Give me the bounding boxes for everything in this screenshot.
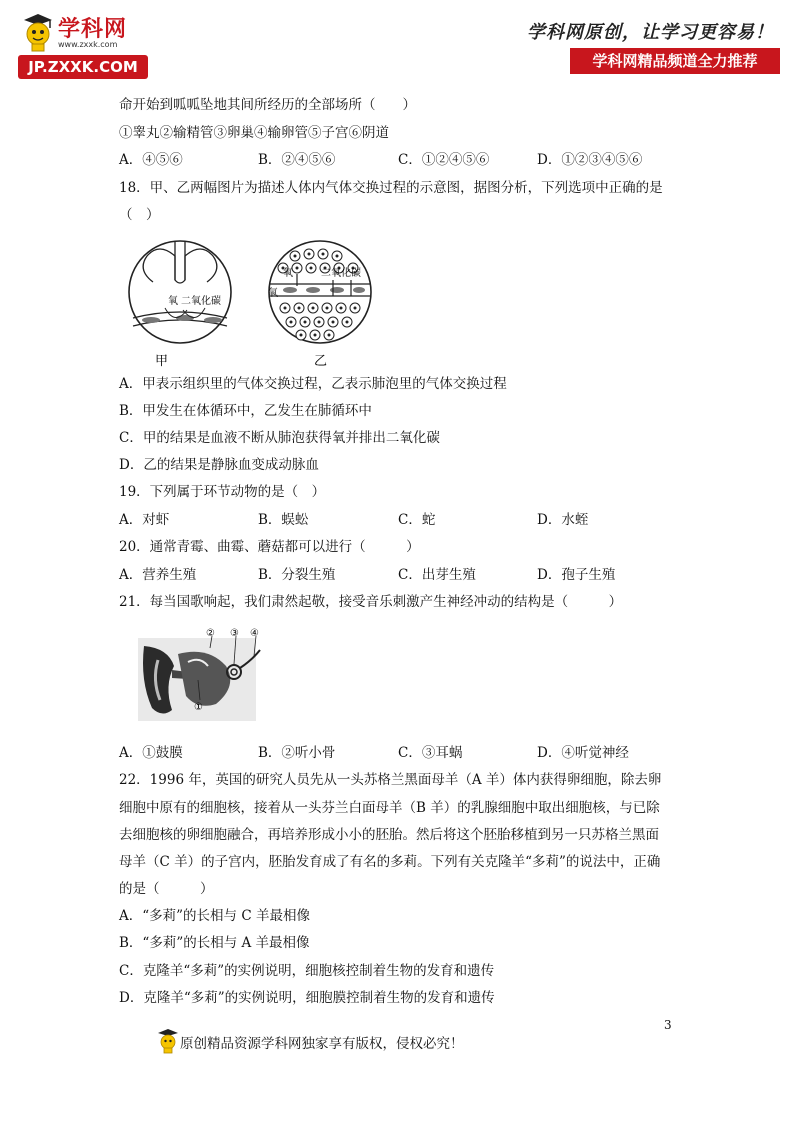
logo-title: 学科网	[58, 17, 128, 42]
mascot-icon	[156, 1028, 180, 1054]
q18-stem: 18．甲、乙两幅图片为描述人体内气体交换过程的示意图，据图分析，下列选项中正确的是	[119, 180, 663, 196]
footer-copyright: 原创精品资源学科网独家享有版权，侵权必究！	[180, 1036, 464, 1052]
q19-option-c: C．蛇	[398, 512, 436, 528]
q21-option-a: A．①鼓膜	[119, 745, 183, 761]
mascot-icon	[20, 12, 56, 52]
ear-label-1: ①	[194, 702, 203, 713]
q22-stem-line-1: 22．1996 年，英国的研究人员先从一头苏格兰黑面母羊（A 羊）体内获得卵细胞，除去卵	[119, 772, 662, 788]
q22-stem-line-4: 母羊（C 羊）的子宫内，胚胎发育成了有名的多莉。下列有关克隆羊“多莉”的说法中，正确	[119, 854, 661, 870]
ear-structure-figure	[138, 626, 268, 721]
site-logo	[18, 10, 158, 78]
q18-option-d: D．乙的结果是静脉血变成动脉血	[119, 457, 319, 473]
q18-option-b: B．甲发生在体循环中，乙发生在肺循环中	[119, 403, 372, 419]
q18-stem-bracket: （ ）	[119, 207, 160, 223]
gas-exchange-figure	[125, 240, 385, 370]
figure-yi	[268, 241, 371, 369]
figure-jia	[129, 241, 231, 369]
logo-url: www.zxxk.com	[58, 40, 118, 49]
q22-option-d: D．克隆羊“多莉”的实例说明，细胞膜控制着生物的发育和遗传	[119, 990, 495, 1006]
q22-option-b: B．“多莉”的长相与 A 羊最相像	[119, 935, 310, 951]
logo-badge: JP.ZXXK.COM	[18, 55, 148, 79]
yi-oxygen-side-label: 氧	[268, 288, 278, 299]
yi-oxygen-top-label: 氧	[283, 268, 293, 279]
yi-co2-label: 二氧化碳	[321, 268, 361, 279]
q18-option-a: A．甲表示组织里的气体交换过程，乙表示肺泡里的气体交换过程	[119, 376, 507, 392]
jia-co2-label: 二氧化碳	[181, 296, 221, 307]
q20-option-c: C．出芽生殖	[398, 567, 476, 583]
q17-option-b: B．②④⑤⑥	[258, 152, 336, 168]
q22-stem-line-3: 去细胞核的卵细胞融合，再培养形成小小的胚胎。然后将这个胚胎移植到另一只苏格兰黑面	[119, 827, 659, 843]
ear-label-4: ④	[250, 628, 259, 639]
q21-option-d: D．④听觉神经	[537, 745, 629, 761]
q20-option-d: D．孢子生殖	[537, 567, 616, 583]
header-slogan: 学科网原创，让学习更容易！	[527, 22, 774, 43]
q19-stem: 19．下列属于环节动物的是（ ）	[119, 484, 326, 500]
q20-stem: 20．通常青霉、曲霉、蘑菇都可以进行（ ）	[119, 539, 420, 555]
q20-option-b: B．分裂生殖	[258, 567, 336, 583]
jia-label: 甲	[155, 354, 169, 369]
ear-label-3: ③	[230, 628, 239, 639]
q19-option-d: D．水蛭	[537, 512, 589, 528]
yi-label: 乙	[314, 354, 328, 369]
q19-option-b: B．蜈蚣	[258, 512, 309, 528]
q21-option-b: B．②听小骨	[258, 745, 336, 761]
q17-option-c: C．①②④⑤⑥	[398, 152, 490, 168]
q17-continuation: 命开始到呱呱坠地其间所经历的全部场所（ ）	[119, 97, 416, 113]
ear-label-2: ②	[206, 628, 215, 639]
header-banner: 学科网精品频道全力推荐	[570, 48, 780, 74]
q17-option-d: D．①②③④⑤⑥	[537, 152, 643, 168]
jia-oxygen-label: 氧	[168, 296, 178, 307]
q17-option-a: A．④⑤⑥	[119, 152, 183, 168]
q18-option-c: C．甲的结果是血液不断从肺泡获得氧并排出二氧化碳	[119, 430, 440, 446]
q21-stem: 21．每当国歌响起，我们肃然起敬，接受音乐刺激产生神经冲动的结构是（ ）	[119, 594, 623, 610]
page-number: 3	[664, 1018, 672, 1032]
q20-option-a: A．营养生殖	[119, 567, 197, 583]
q22-stem-line-2: 细胞中原有的细胞核，接着从一头芬兰白面母羊（B 羊）的乳腺细胞中取出细胞核，与已除	[119, 800, 660, 816]
q22-option-c: C．克隆羊“多莉”的实例说明，细胞核控制着生物的发育和遗传	[119, 963, 495, 979]
q22-option-a: A．“多莉”的长相与 C 羊最相像	[119, 908, 310, 924]
q21-option-c: C．③耳蜗	[398, 745, 463, 761]
q17-items: ①睾丸②输精管③卵巢④输卵管⑤子宫⑥阴道	[119, 125, 389, 141]
q22-stem-line-5: 的是（ ）	[119, 881, 214, 897]
q19-option-a: A．对虾	[119, 512, 170, 528]
